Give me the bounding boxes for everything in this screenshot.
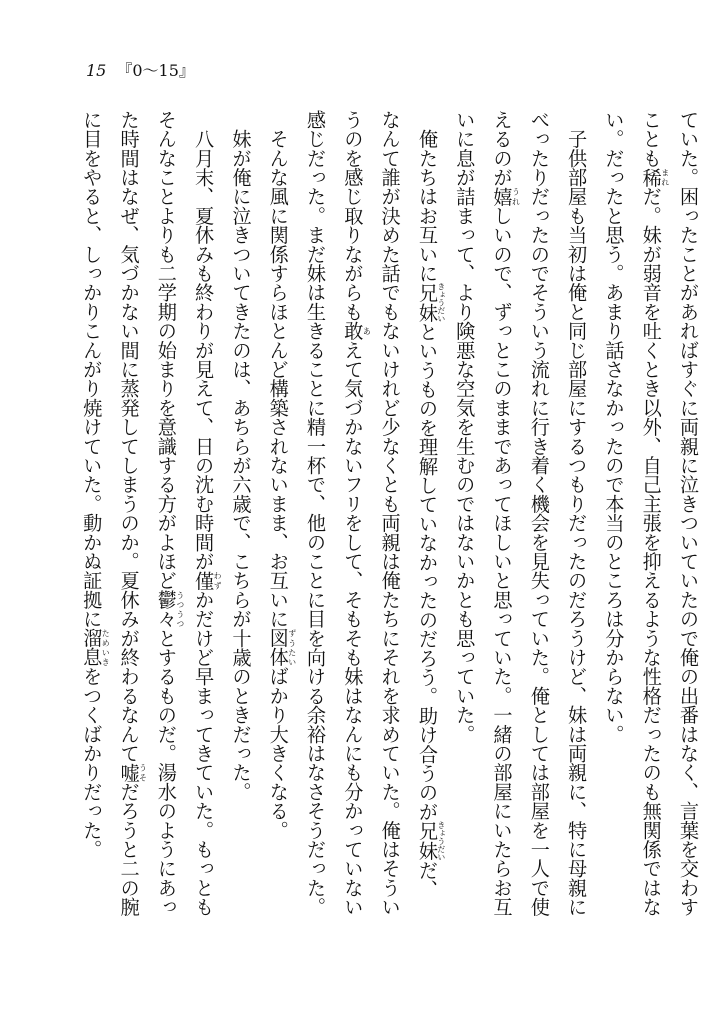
text-column — [297, 110, 334, 922]
ruby-base: 嬉 — [490, 186, 514, 207]
text-segment: に目をやると、しっかりこんがり焼けていた。動かぬ証拠に — [80, 110, 104, 629]
ruby-word — [117, 762, 148, 783]
text-column — [371, 110, 408, 922]
text-segment: 感じだった。まだ妹は生きることに精一杯で、他のことに目を向ける余裕はなさそうだった。 — [304, 110, 328, 917]
ruby-reading: うつうつ — [175, 590, 185, 629]
ruby-reading: きょうだい — [436, 282, 446, 323]
text-segment: かだけど早まってきていた。もっとも — [192, 590, 216, 917]
ruby-reading: まれ — [660, 167, 670, 187]
text-segment: べったりだったのでそういう流れに行き着く機会を見失っていた。俺としては部屋を一人で使 — [527, 110, 551, 917]
text-column — [670, 110, 707, 922]
ruby-reading: わず — [213, 570, 223, 591]
text-column — [259, 110, 296, 922]
text-column — [632, 110, 669, 922]
text-segment: た時間はなぜ、気づかない間に蒸発してしまうのか。夏休みが終わるなんて — [117, 110, 141, 763]
ruby-base: 僅 — [192, 570, 216, 591]
ruby-word — [490, 186, 521, 207]
ruby-base: 稀 — [639, 167, 663, 187]
text-segment: いに息が詰まって、より険悪な空気を生むのではないかとも思っていた。 — [453, 110, 477, 744]
text-segment: ていた。困ったことがあればすぐに両親に泣きついていたので俺の出番はなく、言葉を交わす — [677, 110, 700, 917]
text-segment: だ、 — [415, 860, 439, 899]
text-column — [73, 110, 110, 922]
ruby-base: 兄妹 — [415, 820, 439, 861]
ruby-word — [415, 820, 446, 861]
text-segment: そんな風に関係すらほとんど構築されないまま、お互いに — [266, 110, 290, 629]
text-segment: 妹が俺に泣きついてきたのは、あちらが六歳で、こちらが十歳のときだった。 — [229, 110, 253, 802]
text-segment: い。だったと思う。あまり話さなかったので本当のところは分からない。 — [602, 110, 626, 744]
text-column — [521, 110, 558, 922]
ruby-word — [639, 167, 670, 187]
text-segment: えるのが — [490, 110, 514, 187]
text-column — [334, 110, 371, 922]
text-column — [483, 110, 520, 922]
ruby-reading: きょうだい — [436, 820, 446, 861]
chapter-title: 『0～15』 — [116, 61, 195, 80]
text-segment: をつくばかりだった。 — [80, 666, 104, 859]
ruby-base: 兄妹 — [415, 282, 439, 323]
ruby-word — [415, 282, 446, 323]
text-segment: ことも — [639, 110, 663, 168]
ruby-reading: ずうたい — [287, 628, 297, 667]
text-column — [595, 110, 632, 922]
text-column — [409, 110, 446, 922]
text-column — [110, 110, 147, 922]
text-column — [185, 110, 222, 922]
text-segment: そんなことよりも二学期の始まりを意識する方がよほど — [154, 110, 178, 590]
text-column — [558, 110, 595, 922]
ruby-reading: あ — [362, 321, 372, 341]
text-segment: うのを感じ取りながらも — [341, 110, 365, 322]
text-segment: 俺たちはお互いに — [415, 110, 439, 283]
text-segment: とするものだ。湯水のようにあっ — [154, 628, 178, 917]
text-segment: というものを理解していなかったのだろう。助け合うのが — [415, 322, 439, 822]
ruby-word — [192, 570, 223, 591]
ruby-word — [266, 628, 297, 667]
text-segment: えて気づかないフリをして、そもそも妹はなんにも分かっていない — [341, 340, 365, 917]
ruby-reading: ためいき — [101, 628, 111, 667]
text-segment: 子供部屋も当初は俺と同じ部屋にするつもりだったのだろうけど、妹は両親に、特に母親に — [565, 110, 589, 917]
text-segment: しいので、ずっとこのままであってほしいと思っていた。一緒の部屋にいたらお互 — [490, 206, 514, 917]
ruby-base: 敢 — [341, 321, 365, 341]
ruby-base: 図体 — [266, 628, 290, 667]
text-column — [148, 110, 185, 922]
text-segment: ばかり大きくなる。 — [266, 666, 290, 840]
ruby-base: 嘘 — [117, 762, 141, 783]
vertical-text-body — [73, 110, 707, 922]
ruby-reading: うそ — [138, 762, 148, 783]
ruby-word — [341, 321, 372, 341]
text-column — [446, 110, 483, 922]
page-number: 15 — [86, 61, 107, 80]
ruby-base: 鬱々 — [154, 590, 178, 629]
ruby-word — [80, 628, 111, 667]
text-segment: だ。妹が弱音を吐くとき以外、自己主張を抑えるような性格だったのも無関係ではな — [639, 186, 663, 917]
ruby-word — [154, 590, 185, 629]
text-column — [222, 110, 259, 922]
ruby-base: 溜息 — [80, 628, 104, 667]
running-header — [86, 58, 195, 81]
ruby-reading: うれ — [511, 186, 521, 207]
text-segment: 八月末、夏休みも終わりが見えて、日の沈む時間が — [192, 110, 216, 571]
text-segment: なんて誰が決めた話でもないけれど少なくとも両親は俺たちにそれを求めていた。俺はそうい — [378, 110, 402, 917]
text-segment: だろうと二の腕 — [117, 782, 141, 917]
